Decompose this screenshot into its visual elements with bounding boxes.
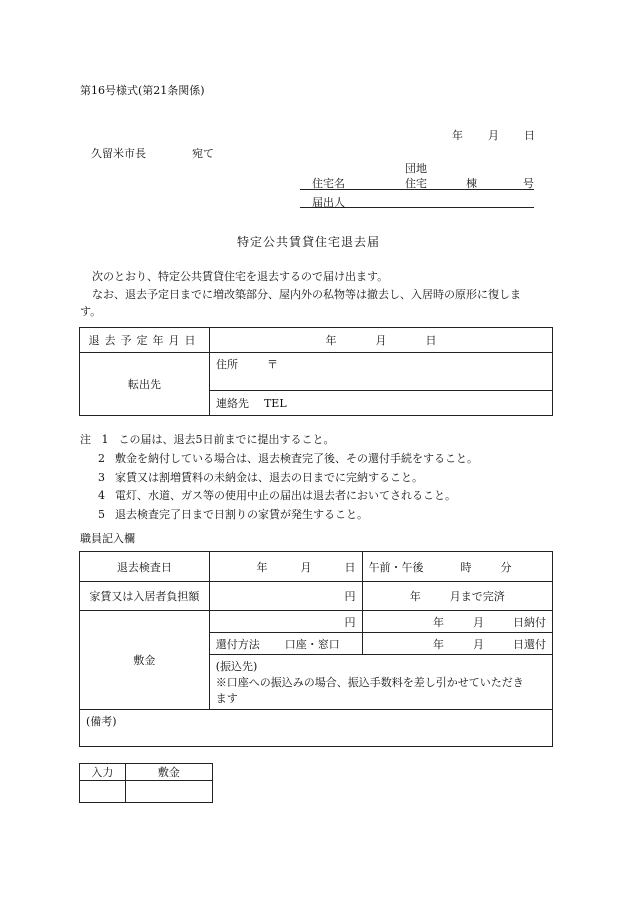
document-title: 特定公共賃貸住宅退去届	[237, 235, 381, 249]
refund-year: 年	[433, 637, 444, 651]
note-text: この届は、退去5日前までに提出すること。	[118, 433, 335, 446]
refund-method[interactable]	[209, 633, 362, 655]
housing-to: 棟	[466, 177, 477, 190]
note-item-3	[80, 469, 478, 488]
note-number: 3	[98, 470, 105, 484]
housing-danchi: 団地	[405, 162, 427, 175]
deposit-paid-date[interactable]	[362, 611, 553, 633]
form-number: 第16号様式(第21条関係)	[80, 84, 205, 97]
rent-paid-year: 年	[409, 590, 421, 603]
date-year: 年	[452, 129, 463, 142]
note-text: 家賃又は割増賃料の未納金は、退去の日までに完納すること。	[115, 470, 423, 484]
destination-contact-cell[interactable]	[209, 391, 552, 416]
destination-address-cell[interactable]	[209, 353, 552, 391]
move-date-year: 年	[325, 334, 337, 347]
housing-jutaku: 住宅	[405, 177, 427, 190]
remarks-cell[interactable]	[80, 710, 553, 747]
deposit-paid-month: 月	[473, 615, 484, 629]
date-month: 月	[488, 129, 499, 142]
note-text: 退去検査完了日まで日割りの家賃が発生すること。	[115, 508, 368, 522]
housing-underline	[300, 189, 534, 190]
body-paragraph-2-line1: なお、退去予定日までに増改築部分、屋内外の私物等は撤去し、入居時の原形に復しま	[92, 288, 521, 301]
note-item-2	[80, 450, 478, 469]
inspection-label: 退去検査日	[80, 552, 210, 582]
refund-month: 月	[473, 637, 484, 651]
housing-name-label: 住宅名	[312, 177, 345, 190]
note-number: 2	[98, 451, 105, 465]
date-day: 日	[524, 129, 535, 142]
body-paragraph-1: 次のとおり、特定公共賃貸住宅を退去するので届け出ます。	[92, 270, 389, 283]
move-out-table	[79, 327, 553, 416]
applicant-label: 届出人	[312, 196, 345, 209]
postal-mark: 〒	[266, 358, 278, 371]
input-deposit-label: 敷金	[125, 764, 212, 781]
deposit-paid-day: 日納付	[513, 615, 546, 629]
transfer-note-line1: ※口座への振込みの場合、振込手数料を差し引かせていただき	[215, 676, 524, 689]
note-text: 電灯、水道、ガス等の使用中止の届出は退去者においてされること。	[115, 489, 456, 503]
note-item-1	[80, 431, 478, 450]
transfer-destination-cell[interactable]	[209, 655, 552, 710]
note-number: 4	[98, 489, 105, 503]
notes-block	[80, 431, 478, 525]
note-number: 5	[98, 508, 105, 522]
inspection-month: 月	[300, 560, 312, 574]
addressee-honorific: 宛て	[192, 147, 214, 160]
transfer-destination-label: (振込先)	[215, 660, 258, 673]
note-text: 敷金を納付している場合は、退去検査完了後、その還付手続をすること。	[115, 451, 478, 465]
input-check-cell[interactable]	[80, 781, 126, 803]
inspection-hour: 時	[460, 560, 472, 574]
housing-go: 号	[523, 177, 534, 190]
staff-section-label: 職員記入欄	[80, 532, 135, 545]
tel-label: TEL	[263, 397, 287, 410]
notes-prefix: 注	[80, 433, 91, 446]
input-label: 入力	[80, 764, 126, 781]
rent-paid-until[interactable]	[362, 582, 553, 611]
inspection-ampm: 午前・午後	[368, 560, 424, 574]
refund-day: 日還付	[513, 637, 546, 651]
deposit-label: 敷金	[80, 611, 210, 710]
note-item-5	[80, 506, 478, 525]
rent-amount[interactable]: 円	[209, 582, 362, 611]
deposit-paid-year: 年	[433, 615, 444, 629]
staff-table	[79, 551, 553, 747]
refund-method-value: 口座・窓口	[284, 637, 340, 651]
inspection-day: 日	[344, 560, 356, 574]
applicant-underline	[300, 207, 534, 208]
move-date-value[interactable]	[209, 328, 552, 353]
move-date-label: 退去予定年月日	[80, 328, 210, 353]
deposit-amount[interactable]: 円	[209, 611, 362, 633]
address-label: 住所	[215, 358, 238, 371]
note-number: 1	[101, 433, 109, 446]
move-date-day: 日	[425, 334, 437, 347]
addressee-name: 久留米市長	[91, 147, 146, 160]
input-deposit-cell[interactable]	[125, 781, 212, 803]
note-item-4	[80, 487, 478, 506]
rent-paid-until-label: 月まで完済	[449, 590, 505, 603]
inspection-year: 年	[256, 560, 268, 574]
refund-date[interactable]	[362, 633, 553, 655]
destination-label: 転出先	[80, 353, 210, 416]
refund-method-label: 還付方法	[215, 637, 260, 651]
move-date-month: 月	[375, 334, 387, 347]
transfer-note-line2: ます	[215, 692, 238, 705]
inspection-time[interactable]	[362, 552, 553, 582]
remarks-label: (備考)	[86, 715, 117, 728]
contact-label: 連絡先	[215, 397, 249, 410]
inspection-date[interactable]	[209, 552, 362, 582]
rent-label: 家賃又は入居者負担額	[80, 582, 210, 611]
input-record-table	[79, 763, 213, 803]
inspection-minute: 分	[500, 560, 512, 574]
body-paragraph-2-line2: す。	[80, 305, 102, 318]
